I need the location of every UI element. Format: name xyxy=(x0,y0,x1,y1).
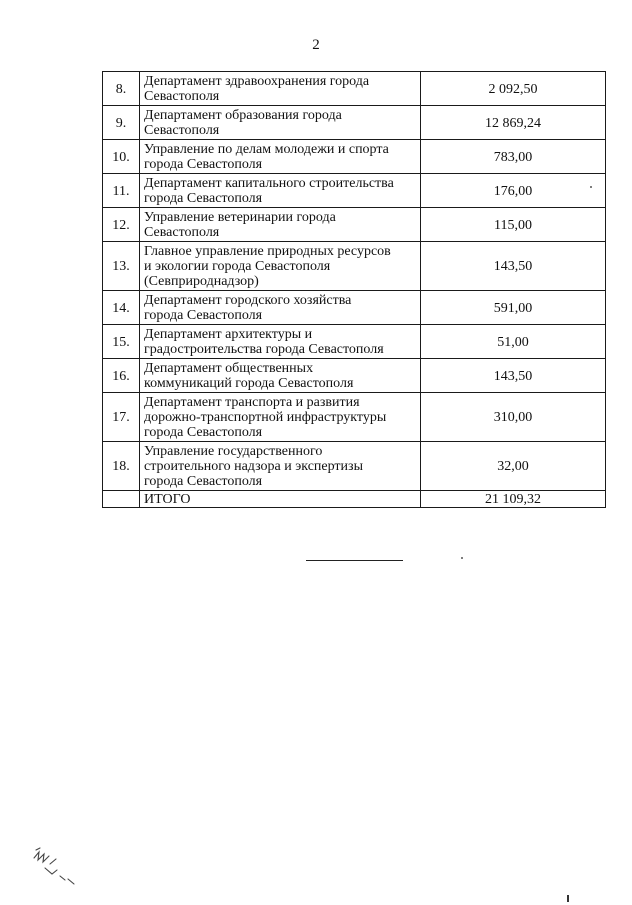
separator-line xyxy=(306,560,403,561)
table-row xyxy=(103,242,606,291)
department-name-cell xyxy=(140,140,421,174)
table-row xyxy=(103,393,606,442)
row-number-cell: 17. xyxy=(103,393,140,442)
table-row xyxy=(103,325,606,359)
row-number-cell: 13. xyxy=(103,242,140,291)
amount-cell: 51,00 xyxy=(421,325,606,359)
amount-cell: 143,50 xyxy=(421,359,606,393)
department-name-line: и экологии города Севастополя xyxy=(144,259,331,274)
department-name-line: Управление государственного xyxy=(144,444,323,459)
amount-cell: 32,00 xyxy=(421,442,606,491)
table-row xyxy=(103,140,606,174)
department-name-line: города Севастополя xyxy=(144,425,263,440)
amount-cell: 143,50 xyxy=(421,242,606,291)
department-name-cell xyxy=(140,208,421,242)
department-name-line: строительного надзора и экспертизы xyxy=(144,459,363,474)
amount-cell: 2 092,50 xyxy=(421,72,606,106)
table-row xyxy=(103,359,606,393)
amount-cell: 783,00 xyxy=(421,140,606,174)
row-number-cell: 16. xyxy=(103,359,140,393)
table-row xyxy=(103,291,606,325)
page-number: 2 xyxy=(312,37,320,53)
amount-cell: 591,00 xyxy=(421,291,606,325)
row-number-cell: 15. xyxy=(103,325,140,359)
row-number-cell: 10. xyxy=(103,140,140,174)
department-name-line: коммуникаций города Севастополя xyxy=(144,376,354,391)
department-name-line: Департамент городского хозяйства xyxy=(144,293,352,308)
amount-cell: 310,00 xyxy=(421,393,606,442)
table-row xyxy=(103,208,606,242)
department-name-line: Департамент образования города xyxy=(144,108,342,123)
department-name-cell xyxy=(140,291,421,325)
department-name-cell xyxy=(140,325,421,359)
row-number-cell: 12. xyxy=(103,208,140,242)
scan-speck xyxy=(461,557,463,559)
department-name-cell xyxy=(140,442,421,491)
department-name-line: города Севастополя xyxy=(144,308,263,323)
row-number-cell: 9. xyxy=(103,106,140,140)
total-num-cell xyxy=(103,491,140,508)
amount-cell: 176,00 xyxy=(421,174,606,208)
row-number-cell: 8. xyxy=(103,72,140,106)
table-row xyxy=(103,72,606,106)
department-name-line: Управление по делам молодежи и спорта xyxy=(144,142,389,157)
department-name-line: Управление ветеринарии города xyxy=(144,210,336,225)
table-row xyxy=(103,106,606,140)
department-name-line: Департамент общественных xyxy=(144,361,314,376)
department-name-cell xyxy=(140,242,421,291)
department-name-cell xyxy=(140,72,421,106)
department-name-cell xyxy=(140,174,421,208)
department-name-line: Департамент архитектуры и xyxy=(144,327,313,342)
department-name-line: Департамент транспорта и развития xyxy=(144,395,360,410)
scan-speck xyxy=(590,186,592,188)
amount-cell: 115,00 xyxy=(421,208,606,242)
budget-allocation-table xyxy=(102,71,606,508)
department-name-line: Департамент здравоохранения города xyxy=(144,74,370,89)
department-name-line: города Севастополя xyxy=(144,474,263,489)
table-row xyxy=(103,174,606,208)
row-number-cell: 11. xyxy=(103,174,140,208)
department-name-line: дорожно-транспортной инфраструктуры xyxy=(144,410,387,425)
row-number-cell: 18. xyxy=(103,442,140,491)
department-name-line: Севастополя xyxy=(144,89,220,104)
department-name-line: Севастополя xyxy=(144,123,220,138)
department-name-line: города Севастополя xyxy=(144,191,263,206)
department-name-line: (Севприроднадзор) xyxy=(144,274,259,289)
department-name-cell xyxy=(140,393,421,442)
handwritten-mark xyxy=(30,846,82,888)
scan-edge-mark xyxy=(567,895,569,902)
total-amount-cell: 21 109,32 xyxy=(421,491,606,508)
department-name-line: Департамент капитального строительства xyxy=(144,176,394,191)
row-number-cell: 14. xyxy=(103,291,140,325)
department-name-cell xyxy=(140,359,421,393)
table-row xyxy=(103,442,606,491)
table-row-total xyxy=(103,491,606,508)
amount-cell: 12 869,24 xyxy=(421,106,606,140)
department-name-cell xyxy=(140,106,421,140)
department-name-line: Севастополя xyxy=(144,225,220,240)
total-label-cell: ИТОГО xyxy=(140,491,421,508)
department-name-line: города Севастополя xyxy=(144,157,263,172)
department-name-line: градостроительства города Севастополя xyxy=(144,342,384,357)
department-name-line: Главное управление природных ресурсов xyxy=(144,244,391,259)
table-body xyxy=(103,72,606,508)
